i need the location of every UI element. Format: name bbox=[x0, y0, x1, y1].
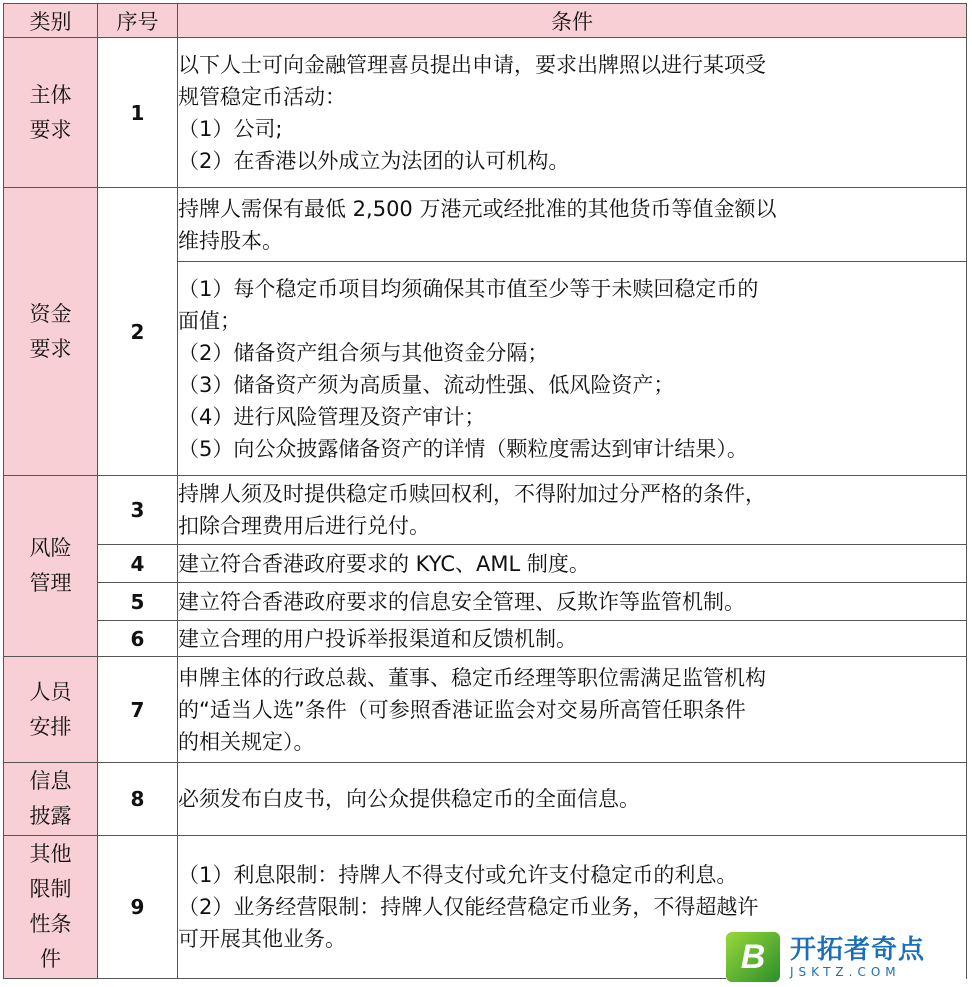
condition-cell: 建立符合香港政府要求的 KYC、AML 制度。 bbox=[178, 545, 967, 583]
condition-cell: 持牌人须及时提供稳定币赎回权利，不得附加过分严格的条件， 扣除合理费用后进行兑付。 bbox=[178, 476, 967, 545]
condition-cell: 必须发布白皮书，向公众提供稳定币的全面信息。 bbox=[178, 763, 967, 836]
condition-cell: 申牌主体的行政总裁、董事、稳定币经理等职位需满足监管机构 的“适当人选”条件（可参照香港证监会对交易所高管任职条件 的相关规定）。 bbox=[178, 657, 967, 763]
category-cell: 信息 披露 bbox=[4, 763, 98, 836]
category-cell: 人员 安排 bbox=[4, 657, 98, 763]
category-cell: 风险 管理 bbox=[4, 476, 98, 657]
row-number: 7 bbox=[98, 657, 178, 763]
category-cell: 资金 要求 bbox=[4, 188, 98, 476]
header-number: 序号 bbox=[98, 4, 178, 38]
row-number: 1 bbox=[98, 38, 178, 188]
table-header-row bbox=[4, 4, 967, 38]
table-row bbox=[4, 188, 967, 262]
condition-cell: 建立合理的用户投诉举报渠道和反馈机制。 bbox=[178, 621, 967, 657]
row-number: 2 bbox=[98, 188, 178, 476]
table-row bbox=[4, 657, 967, 763]
site-logo bbox=[726, 930, 966, 984]
category-cell: 其他 限制 性条 件 bbox=[4, 836, 98, 979]
row-number: 3 bbox=[98, 476, 178, 545]
row-number: 6 bbox=[98, 621, 178, 657]
row-number: 8 bbox=[98, 763, 178, 836]
requirements-table bbox=[3, 3, 967, 979]
table-row bbox=[4, 476, 967, 545]
header-conditions: 条件 bbox=[178, 4, 967, 38]
logo-domain: JSKTZ.COM bbox=[790, 965, 901, 979]
condition-cell: （1）利息限制：持牌人不得支付或允许支付稳定币的利息。 （2）业务经营限制：持牌人仅能经营稳定币业务，不得超越许 可开展其他业务。 bbox=[178, 836, 967, 979]
logo-mark: B bbox=[726, 932, 780, 982]
condition-cell: 以下人士可向金融管理喜员提出申请，要求出牌照以进行某项受 规管稳定币活动： （1）公司; （2）在香港以外成立为法团的认可机构。 bbox=[178, 38, 967, 188]
table-row bbox=[4, 583, 967, 621]
header-category: 类别 bbox=[4, 4, 98, 38]
table-row bbox=[4, 763, 967, 836]
row-number: 9 bbox=[98, 836, 178, 979]
row-number: 4 bbox=[98, 545, 178, 583]
condition-cell: 建立符合香港政府要求的信息安全管理、反欺诈等监管机制。 bbox=[178, 583, 967, 621]
table-row bbox=[4, 38, 967, 188]
row-number: 5 bbox=[98, 583, 178, 621]
logo-name: 开拓者奇点 bbox=[790, 935, 926, 965]
condition-cell: （1）每个稳定币项目均须确保其市值至少等于未赎回稳定币的 面值； （2）储备资产组合须与其他资金分隔； （3）储备资产须为高质量、流动性强、低风险资产； （4）进行风险管理及资产审计； （5）向公众披露储备资产的详情（颗粒度需达到审计结果）。 bbox=[178, 262, 967, 476]
table-row bbox=[4, 545, 967, 583]
category-cell: 主体 要求 bbox=[4, 38, 98, 188]
table-row bbox=[4, 621, 967, 657]
condition-cell: 持牌人需保有最低 2,500 万港元或经批准的其他货币等值金额以 维持股本。 bbox=[178, 188, 967, 262]
